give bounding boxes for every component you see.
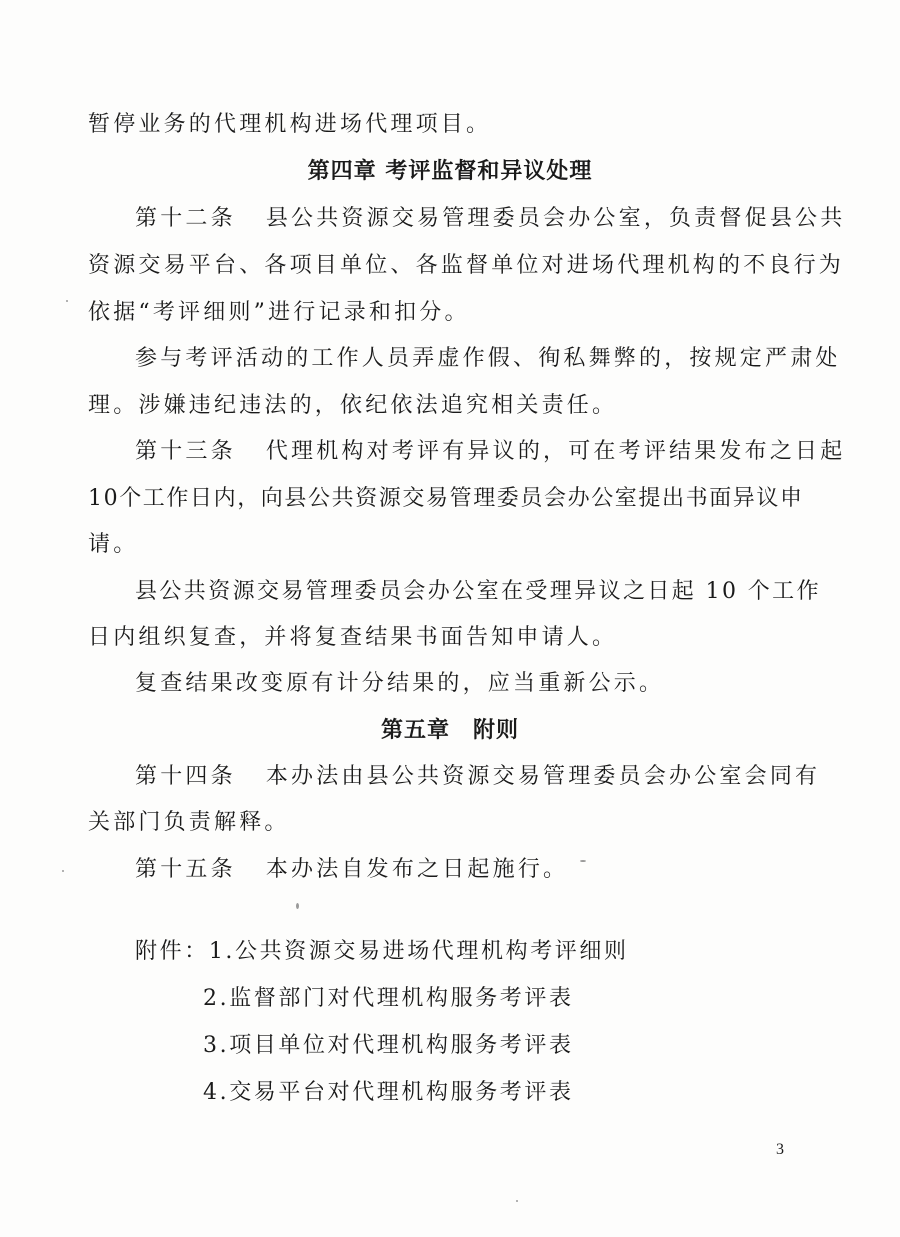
scan-speck — [296, 903, 299, 909]
article-14-text: 本办法由县公共资源交易管理委员会办公室会同有 — [265, 764, 821, 789]
article-15-label: 第十五条 — [135, 857, 236, 882]
body-line: 10个工作日内，向县公共资源交易管理委员会办公室提出书面异议申 — [88, 486, 804, 511]
body-line: 参与考评活动的工作人员弄虚作假、徇私舞弊的，按规定严肃处 — [135, 346, 841, 371]
article-13-text: 代理机构对考评有异议的，可在考评结果发布之日起 — [265, 439, 846, 464]
article-12-first-line — [135, 204, 845, 234]
attachment-item: 2.监督部门对代理机构服务考评表 — [203, 986, 574, 1011]
article-15-text: 本办法自发布之日起施行。 — [265, 857, 569, 882]
body-line: 关部门负责解释。 — [88, 810, 290, 835]
article-15-line — [135, 855, 568, 885]
body-line: 复查结果改变原有计分结果的，应当重新公示。 — [135, 671, 665, 696]
scan-speck — [66, 300, 68, 302]
attachment-row-1 — [135, 937, 629, 967]
chapter-4-heading: 第四章 考评监督和异议处理 — [307, 159, 593, 184]
article-14-first-line — [135, 762, 820, 792]
body-line: 依据“考评细则”进行记录和扣分。 — [88, 300, 470, 325]
body-line: 日内组织复查，并将复查结果书面告知申请人。 — [88, 625, 618, 650]
scan-speck — [516, 1200, 518, 1202]
article-12-label: 第十二条 — [135, 206, 236, 231]
page-number: 3 — [776, 1141, 784, 1158]
attachment-item: 4.交易平台对代理机构服务考评表 — [203, 1080, 574, 1105]
attachments-label: 附件： — [135, 939, 209, 964]
article-13-first-line — [135, 437, 845, 467]
attachment-item: 1.公共资源交易进场代理机构考评细则 — [208, 939, 629, 964]
article-14-label: 第十四条 — [135, 764, 236, 789]
body-line: 资源交易平台、各项目单位、各监督单位对进场代理机构的不良行为 — [88, 253, 845, 278]
article-13-label: 第十三条 — [135, 439, 236, 464]
scan-speck — [62, 870, 64, 872]
body-line: 请。 — [88, 532, 139, 557]
body-line: 县公共资源交易管理委员会办公室在受理异议之日起 10 个工作 — [135, 579, 821, 604]
scan-speck — [580, 860, 586, 862]
chapter-5-heading: 第五章 附则 — [380, 718, 519, 743]
article-12-text: 县公共资源交易管理委员会办公室，负责督促县公共 — [265, 206, 846, 231]
attachment-item: 3.项目单位对代理机构服务考评表 — [203, 1033, 574, 1058]
body-line: 理。涉嫌违纪违法的，依纪依法追究相关责任。 — [88, 393, 618, 418]
body-line: 暂停业务的代理机构进场代理项目。 — [88, 112, 492, 137]
